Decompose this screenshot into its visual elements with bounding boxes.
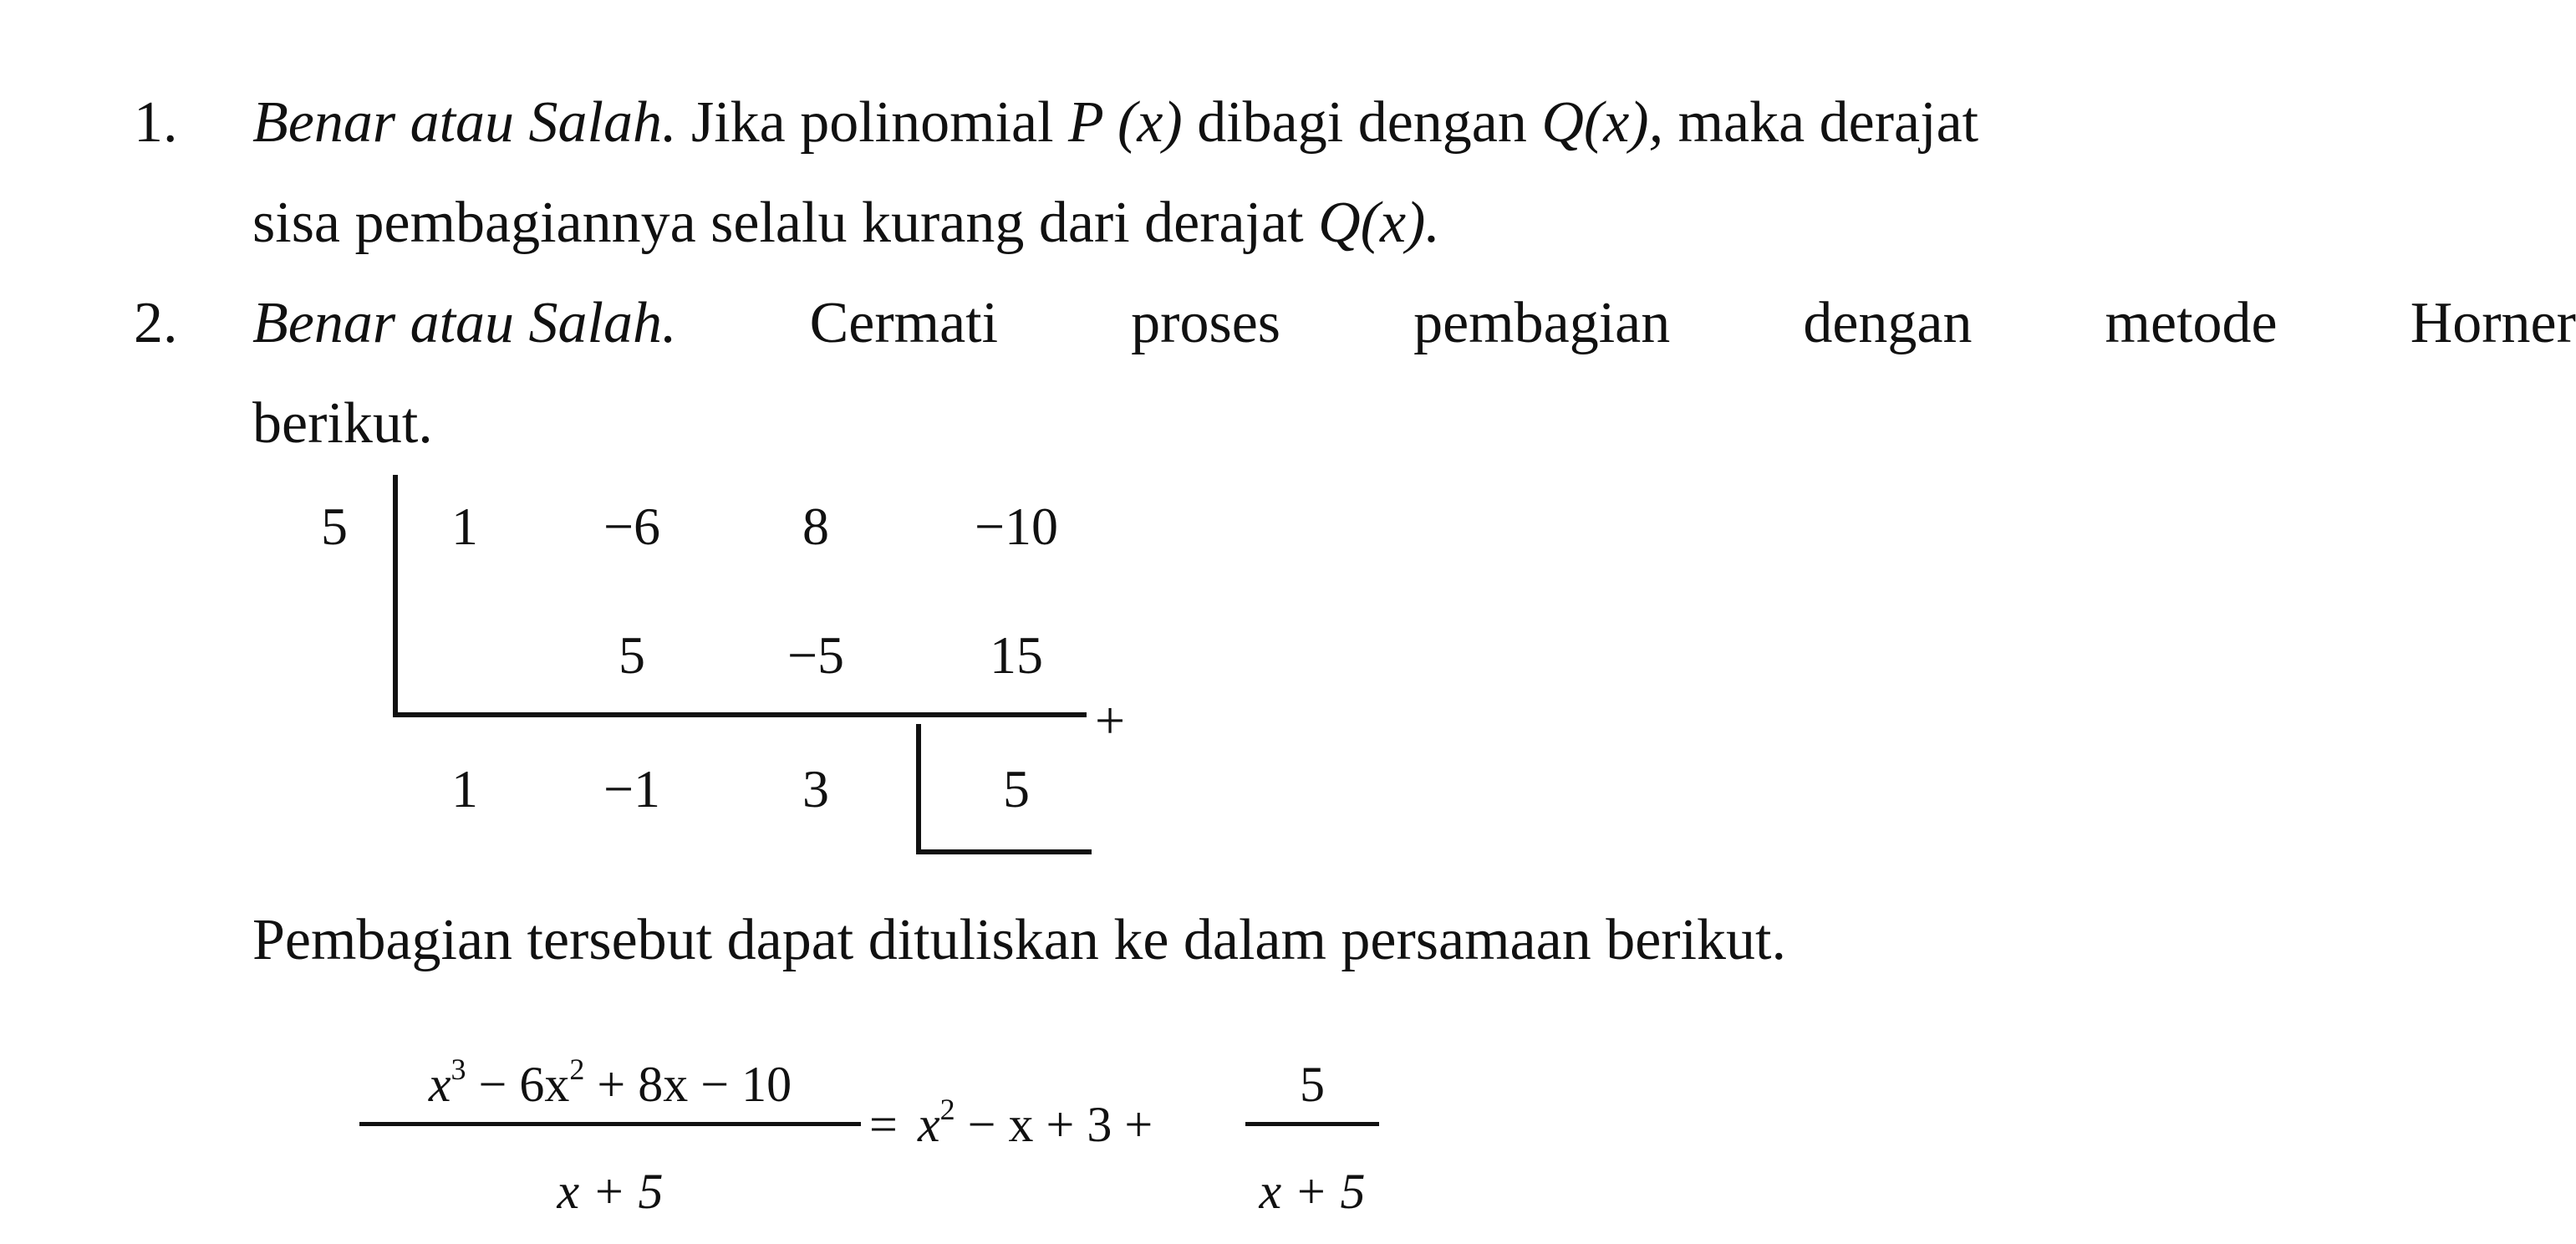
horner-result: 1 — [451, 759, 478, 818]
horner-remainder: 5 — [1003, 759, 1030, 818]
denominator-text: x + 5 — [1259, 1164, 1366, 1219]
conclusion-text: Pembagian tersebut dapat dituliskan ke dalam persamaan berikut. — [252, 908, 1786, 972]
item-2-label: Benar atau Salah. — [252, 291, 677, 355]
horner-remainder-bracket-left — [916, 724, 921, 854]
horner-product: −5 — [787, 625, 845, 685]
horner-plus-sign: + — [1094, 691, 1126, 750]
item-2-line-2: berikut. — [252, 391, 433, 456]
equation-lhs-fraction-bar — [359, 1122, 861, 1126]
item-2-word: dengan — [1803, 291, 1973, 355]
item-1-text-c: maka derajat — [1677, 90, 1979, 155]
horner-coefficient: 1 — [451, 497, 478, 556]
item-1-number: 1. — [134, 90, 178, 155]
horner-coefficient: −6 — [603, 497, 661, 556]
horner-remainder-bracket-bottom — [916, 849, 1092, 854]
item-1-text-b: dibagi dengan — [1197, 90, 1527, 155]
equation-equals: = — [869, 1097, 898, 1152]
horner-result: −1 — [603, 759, 661, 818]
item-2-word: Cermati — [809, 291, 999, 355]
horner-sum-line — [393, 712, 1087, 717]
item-1-text-a: Jika polinomial — [690, 90, 1054, 155]
exponent: 2 — [939, 1093, 955, 1126]
horner-divisor: 5 — [321, 497, 348, 556]
item-1-line-2-text: sisa pembagiannya selalu kurang dari derajat — [252, 191, 1304, 255]
term: − 6x — [466, 1057, 570, 1112]
item-1-q-of-x: Q(x), — [1541, 90, 1664, 155]
horner-product: 5 — [619, 625, 645, 685]
item-2-word: pembagian — [1413, 291, 1671, 355]
var-x: x — [428, 1057, 451, 1112]
item-2-word: Horner — [2410, 291, 2576, 355]
term: − x + 3 + — [955, 1097, 1153, 1152]
horner-product: 15 — [990, 625, 1043, 685]
equation-rhs-numerator: 5 — [1300, 1057, 1325, 1112]
horner-coefficient: −10 — [974, 497, 1059, 556]
item-1-line-2-q: Q(x). — [1318, 191, 1440, 255]
equation-lhs-numerator — [359, 1055, 861, 1114]
item-1-line-1 — [252, 85, 2576, 161]
horner-result: 3 — [802, 759, 829, 818]
var-x: x — [918, 1097, 940, 1152]
horner-coefficient: 8 — [802, 497, 829, 556]
equation-rhs-fraction-bar — [1245, 1122, 1379, 1126]
exponent: 2 — [569, 1053, 585, 1086]
item-1-p-of-x: P (x) — [1068, 90, 1183, 155]
term: + 8x − 10 — [584, 1057, 792, 1112]
exponent: 3 — [451, 1053, 466, 1086]
item-2-word: metode — [2105, 291, 2278, 355]
denominator-text: x + 5 — [557, 1164, 664, 1219]
equation-rhs-polynomial — [918, 1095, 1153, 1154]
item-1-line-2 — [252, 186, 1440, 261]
equation-rhs-denominator — [1245, 1162, 1379, 1221]
item-2-line-1 — [252, 286, 2576, 361]
item-2-number: 2. — [134, 291, 178, 355]
item-2-word: proses — [1131, 291, 1281, 355]
item-1-label: Benar atau Salah. — [252, 90, 677, 155]
equation-lhs-denominator — [359, 1162, 861, 1221]
